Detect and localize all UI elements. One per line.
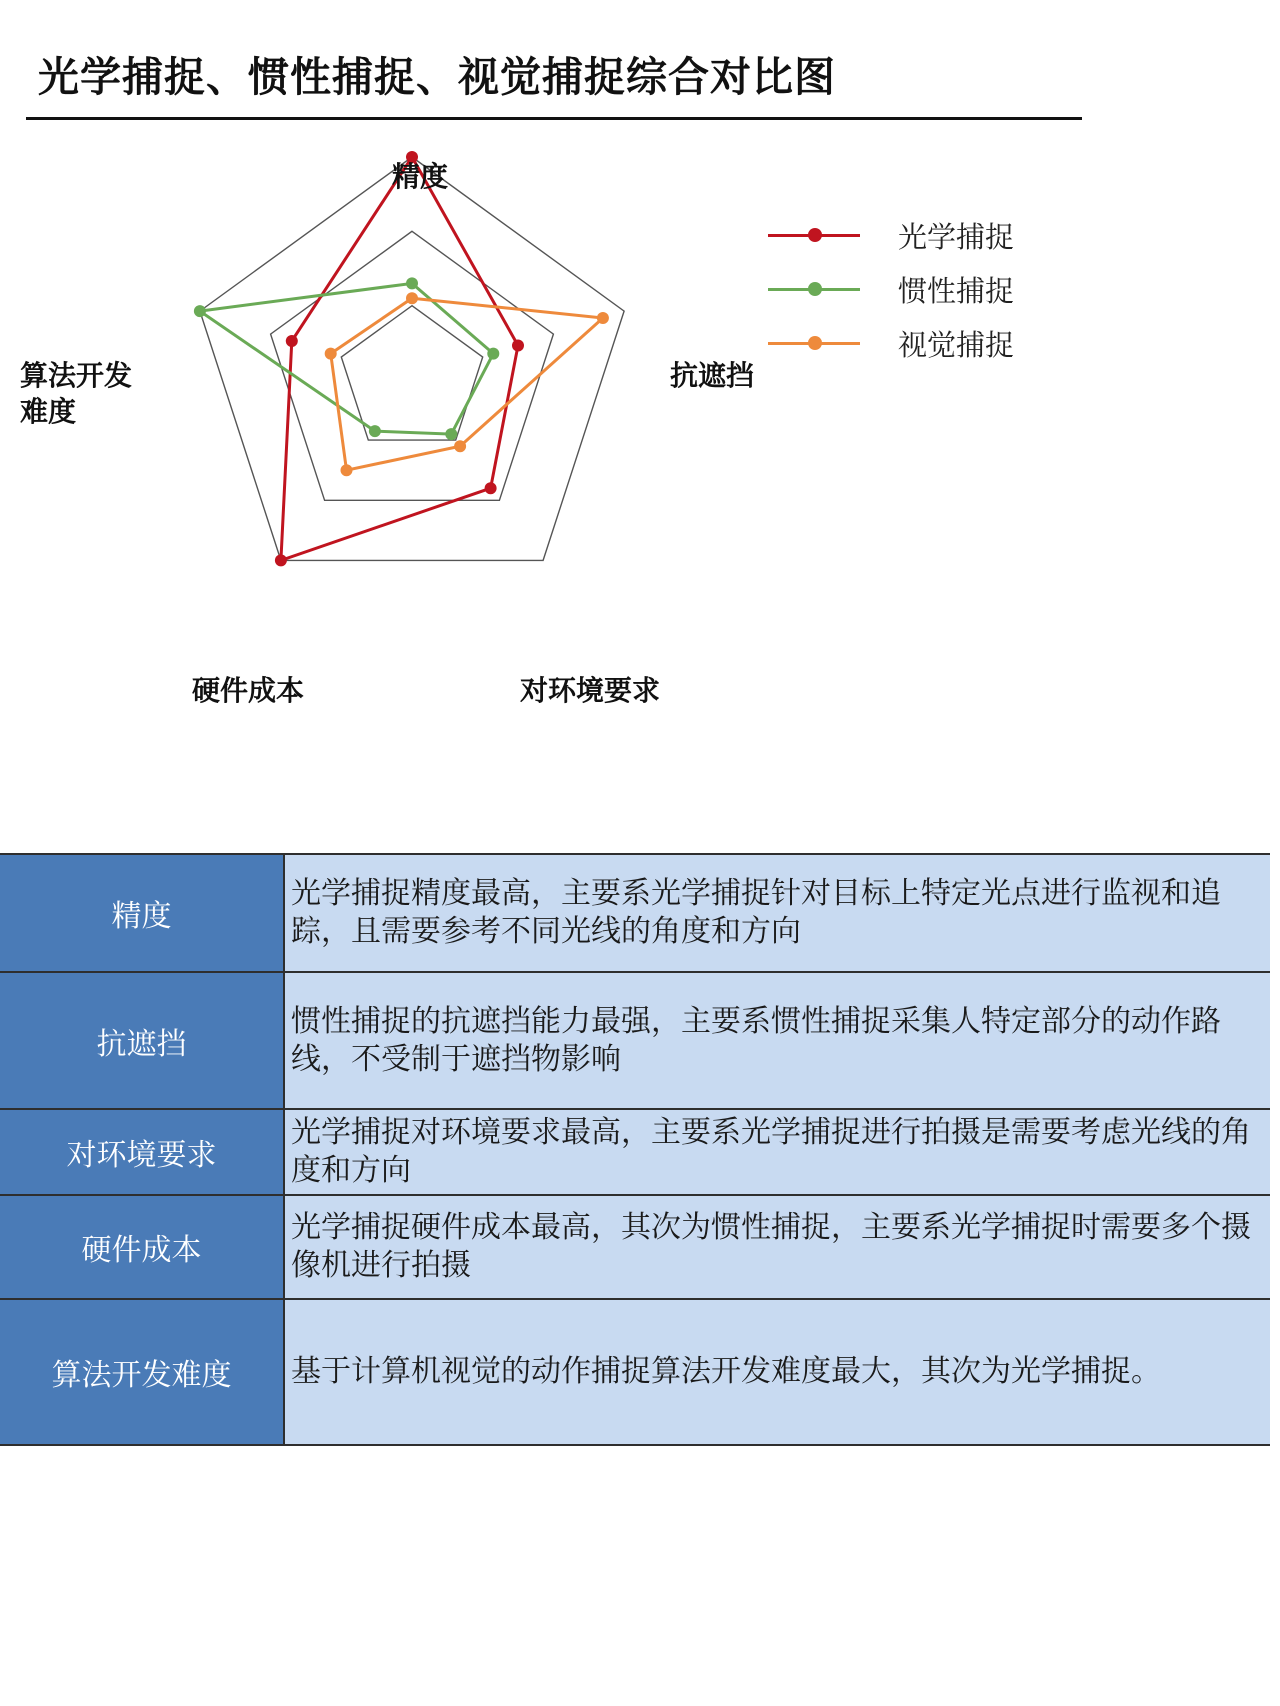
legend-item-optical bbox=[768, 208, 1014, 262]
series-2-point-2 bbox=[487, 348, 499, 360]
series-2-point-5 bbox=[194, 305, 206, 317]
legend-item-visual bbox=[768, 316, 1014, 370]
legend-swatch-optical bbox=[768, 234, 860, 237]
series-3-point-4 bbox=[341, 464, 353, 476]
table-row-algorithm bbox=[0, 1299, 1270, 1445]
series-3-point-1 bbox=[406, 292, 418, 304]
radar-chart bbox=[0, 140, 780, 720]
table-row-anti-occlusion bbox=[0, 972, 1270, 1109]
legend-swatch-inertial bbox=[768, 288, 860, 291]
legend-label-inertial: 惯性捕捉 bbox=[898, 273, 1015, 308]
row-text-hardware-cost: 光学捕捉硬件成本最高，其次为惯性捕捉，主要系光学捕捉时需要多个摄像机进行拍摄 bbox=[284, 1195, 1270, 1299]
chart-legend bbox=[768, 208, 1014, 370]
series-2-point-4 bbox=[369, 425, 381, 437]
legend-label-visual: 视觉捕捉 bbox=[898, 327, 1015, 362]
axis-label-2: 抗遮挡 bbox=[670, 359, 755, 392]
series-3-point-5 bbox=[325, 348, 337, 360]
series-1-point-4 bbox=[275, 554, 287, 566]
row-text-precision: 光学捕捉精度最高，主要系光学捕捉针对目标上特定光点进行监视和追踪，且需要参考不同光线的角度和方向 bbox=[284, 854, 1270, 972]
series-2-point-3 bbox=[445, 428, 457, 440]
row-text-environment: 光学捕捉对环境要求最高，主要系光学捕捉进行拍摄是需要考虑光线的角度和方向 bbox=[284, 1109, 1270, 1195]
row-key-hardware-cost: 硬件成本 bbox=[0, 1195, 284, 1299]
grid-ring-2 bbox=[271, 231, 554, 500]
radar-axis-labels bbox=[20, 160, 754, 707]
series-1-point-2 bbox=[512, 340, 524, 352]
series-3-point-3 bbox=[454, 440, 466, 452]
series-1-point-3 bbox=[485, 482, 497, 494]
series-line-2 bbox=[200, 283, 493, 434]
axis-label-5: 算法开发难度 bbox=[20, 359, 133, 428]
axis-label-3: 对环境要求 bbox=[519, 674, 661, 707]
axis-label-1: 精度 bbox=[391, 160, 449, 193]
legend-swatch-visual bbox=[768, 342, 860, 345]
table-row-precision bbox=[0, 854, 1270, 972]
series-line-3 bbox=[331, 298, 603, 470]
row-key-anti-occlusion: 抗遮挡 bbox=[0, 972, 284, 1109]
row-text-algorithm: 基于计算机视觉的动作捕捉算法开发难度最大，其次为光学捕捉。 bbox=[284, 1299, 1270, 1445]
legend-item-inertial bbox=[768, 262, 1014, 316]
series-3-point-2 bbox=[597, 312, 609, 324]
title-divider bbox=[26, 117, 1082, 120]
comparison-table bbox=[0, 853, 1270, 1446]
row-key-environment: 对环境要求 bbox=[0, 1109, 284, 1195]
row-key-precision: 精度 bbox=[0, 854, 284, 972]
table-row-environment bbox=[0, 1109, 1270, 1195]
table-row-hardware-cost bbox=[0, 1195, 1270, 1299]
row-key-algorithm: 算法开发难度 bbox=[0, 1299, 284, 1445]
legend-label-optical: 光学捕捉 bbox=[898, 219, 1015, 254]
series-2-point-1 bbox=[406, 277, 418, 289]
axis-label-4: 硬件成本 bbox=[191, 674, 305, 707]
radar-grid bbox=[200, 157, 624, 560]
radar-series-group bbox=[194, 151, 609, 566]
series-1-point-5 bbox=[286, 335, 298, 347]
row-text-anti-occlusion: 惯性捕捉的抗遮挡能力最强，主要系惯性捕捉采集人特定部分的动作路线，不受制于遮挡物影响 bbox=[284, 972, 1270, 1109]
page-title: 光学捕捉、惯性捕捉、视觉捕捉综合对比图 bbox=[38, 53, 836, 101]
